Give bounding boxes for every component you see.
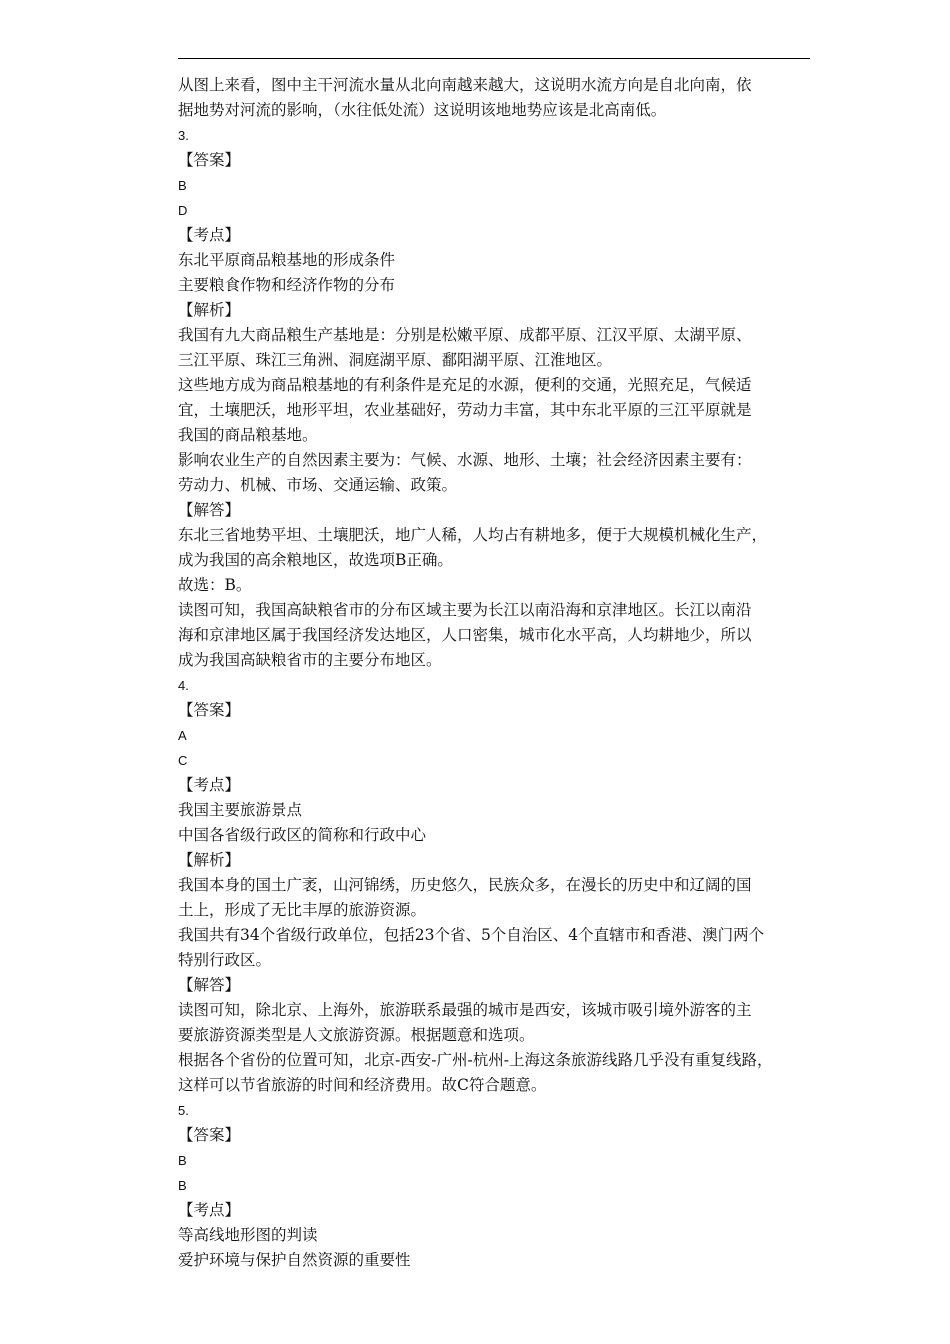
text-line: 土上，形成了无比丰厚的旅游资源。 [178, 901, 427, 919]
section-heading: 【答案】 [178, 1126, 241, 1144]
section-heading: 【解答】 [178, 501, 241, 519]
section-heading: 【解答】 [178, 976, 241, 994]
text-line: 三江平原、珠江三角洲、洞庭湖平原、鄱阳湖平原、江淮地区。 [178, 351, 613, 369]
text-line: 东北三省地势平坦、土壤肥沃，地广人稀，人均占有耕地多，便于大规模机械化生产， [178, 526, 768, 544]
text-line: 据地势对河流的影响，（水往低处流）这说明该地地势应该是北高南低。 [178, 101, 667, 119]
question-number: 5. [178, 1103, 189, 1118]
text-line: 读图可知，我国高缺粮省市的分布区域主要为长江以南沿海和京津地区。长江以南沿 [178, 601, 752, 619]
section-heading: 【考点】 [178, 776, 241, 794]
text-line: 宜，土壤肥沃，地形平坦，农业基础好，劳动力丰富，其中东北平原的三江平原就是 [178, 401, 752, 419]
text-line: 根据各个省份的位置可知，北京-西安-广州-杭州-上海这条旅游线路几乎没有重复线路， [178, 1051, 773, 1069]
answer-letter: B [178, 178, 187, 193]
text-line: 中国各省级行政区的简称和行政中心 [178, 826, 427, 844]
text-line: 影响农业生产的自然因素主要为：气候、水源、地形、土壤；社会经济因素主要有： [178, 451, 752, 469]
section-heading: 【考点】 [178, 1201, 241, 1219]
text-line: 我国有九大商品粮生产基地是：分别是松嫩平原、成都平原、江汉平原、太湖平原、 [178, 326, 752, 344]
text-line: 故选：B。 [178, 576, 252, 594]
section-heading: 【解析】 [178, 851, 241, 869]
section-heading: 【答案】 [178, 701, 241, 719]
text-line: 劳动力、机械、市场、交通运输、政策。 [178, 476, 458, 494]
text-line: 海和京津地区属于我国经济发达地区，人口密集，城市化水平高，人均耕地少，所以 [178, 626, 752, 644]
answer-letter: B [178, 1178, 187, 1193]
answer-letter: B [178, 1153, 187, 1168]
text-line: 从图上来看，图中主干河流水量从北向南越来越大，这说明水流方向是自北向南，依 [178, 76, 752, 94]
text-line: 主要粮食作物和经济作物的分布 [178, 276, 396, 294]
question-number: 3. [178, 128, 189, 143]
text-line: 我国主要旅游景点 [178, 801, 303, 819]
header-rule [178, 58, 810, 59]
section-heading: 【解析】 [178, 301, 241, 319]
text-line: 爱护环境与保护自然资源的重要性 [178, 1251, 411, 1269]
text-line: 这些地方成为商品粮基地的有利条件是充足的水源，便利的交通，光照充足，气候适 [178, 376, 752, 394]
text-line: 特别行政区。 [178, 951, 272, 969]
text-line: 等高线地形图的判读 [178, 1226, 318, 1244]
answer-letter: D [178, 203, 188, 218]
text-line: 成为我国的高余粮地区，故选项B正确。 [178, 551, 453, 569]
text-line: 我国共有34个省级行政单位，包括23个省、5个自治区、4个直辖市和香港、澳门两个 [178, 926, 765, 944]
answer-letter: C [178, 753, 188, 768]
answer-letter: A [178, 728, 187, 743]
text-line: 读图可知，除北京、上海外，旅游联系最强的城市是西安，该城市吸引境外游客的主 [178, 1001, 752, 1019]
text-line: 成为我国高缺粮省市的主要分布地区。 [178, 651, 442, 669]
text-line: 要旅游资源类型是人文旅游资源。根据题意和选项。 [178, 1026, 535, 1044]
section-heading: 【答案】 [178, 151, 241, 169]
text-line: 东北平原商品粮基地的形成条件 [178, 251, 396, 269]
question-number: 4. [178, 678, 189, 693]
section-heading: 【考点】 [178, 226, 241, 244]
text-line: 这样可以节省旅游的时间和经济费用。故C符合题意。 [178, 1076, 547, 1094]
document-body [178, 73, 818, 1273]
text-line: 我国本身的国土广袤，山河锦绣，历史悠久，民族众多，在漫长的历史中和辽阔的国 [178, 876, 752, 894]
text-line: 我国的商品粮基地。 [178, 426, 318, 444]
